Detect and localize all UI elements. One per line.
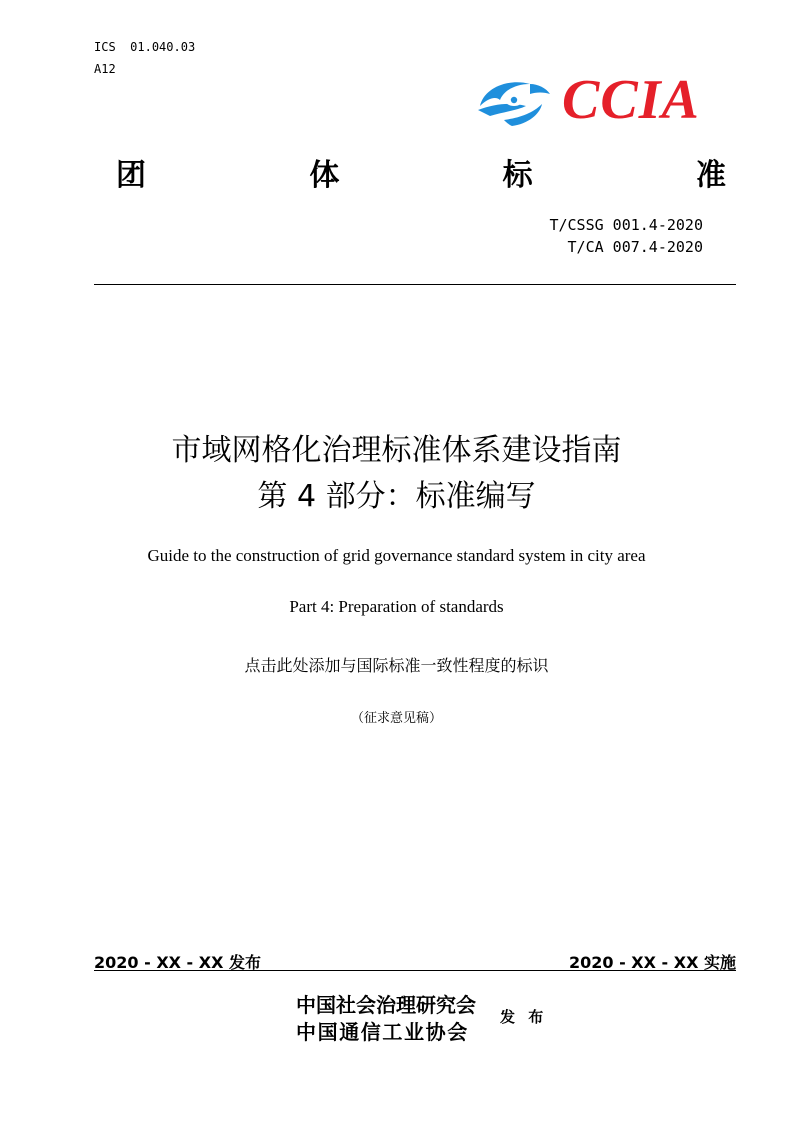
publisher-org-2: 中国通信工业协会 [296,1020,469,1044]
standard-type-char: 团 [116,158,146,193]
release-date: 2020 - XX - XX 发布 [94,953,262,972]
title-chinese: 市域网格化治理标准体系建设指南 [171,433,622,468]
classification-code: A12 [94,62,116,76]
ics-line [94,40,195,54]
bottom-divider [94,970,736,971]
ccia-emblem-icon [474,70,554,130]
standard-type-heading [116,150,726,194]
standard-type-char: 准 [695,158,726,193]
top-divider [94,284,736,285]
title-english: Guide to the construction of grid governance standard system in city area [147,546,646,565]
consistency-note[interactable]: 点击此处添加与国际标准一致性程度的标识 [244,656,549,675]
ccia-logo [474,70,734,130]
publisher-org-1: 中国社会治理研究会 [296,993,476,1017]
subtitle-english: Part 4: Preparation of standards [289,597,504,616]
standard-code-ca: T/CA 007.4-2020 [567,238,703,256]
subtitle-chinese: 第 4 部分：标准编写 [257,479,536,514]
standard-type-char: 体 [309,158,340,193]
standard-type-char: 标 [502,158,533,193]
standard-code-cssg: T/CSSG 001.4-2020 [549,216,703,234]
draft-note: （征求意见稿） [350,711,442,726]
ics-label: ICS [94,40,116,54]
ccia-logo-text: CCIA [562,69,700,131]
ics-code: 01.040.03 [130,40,196,54]
implementation-date: 2020 - XX - XX 实施 [568,953,736,972]
publish-label: 发 布 [500,1008,548,1026]
